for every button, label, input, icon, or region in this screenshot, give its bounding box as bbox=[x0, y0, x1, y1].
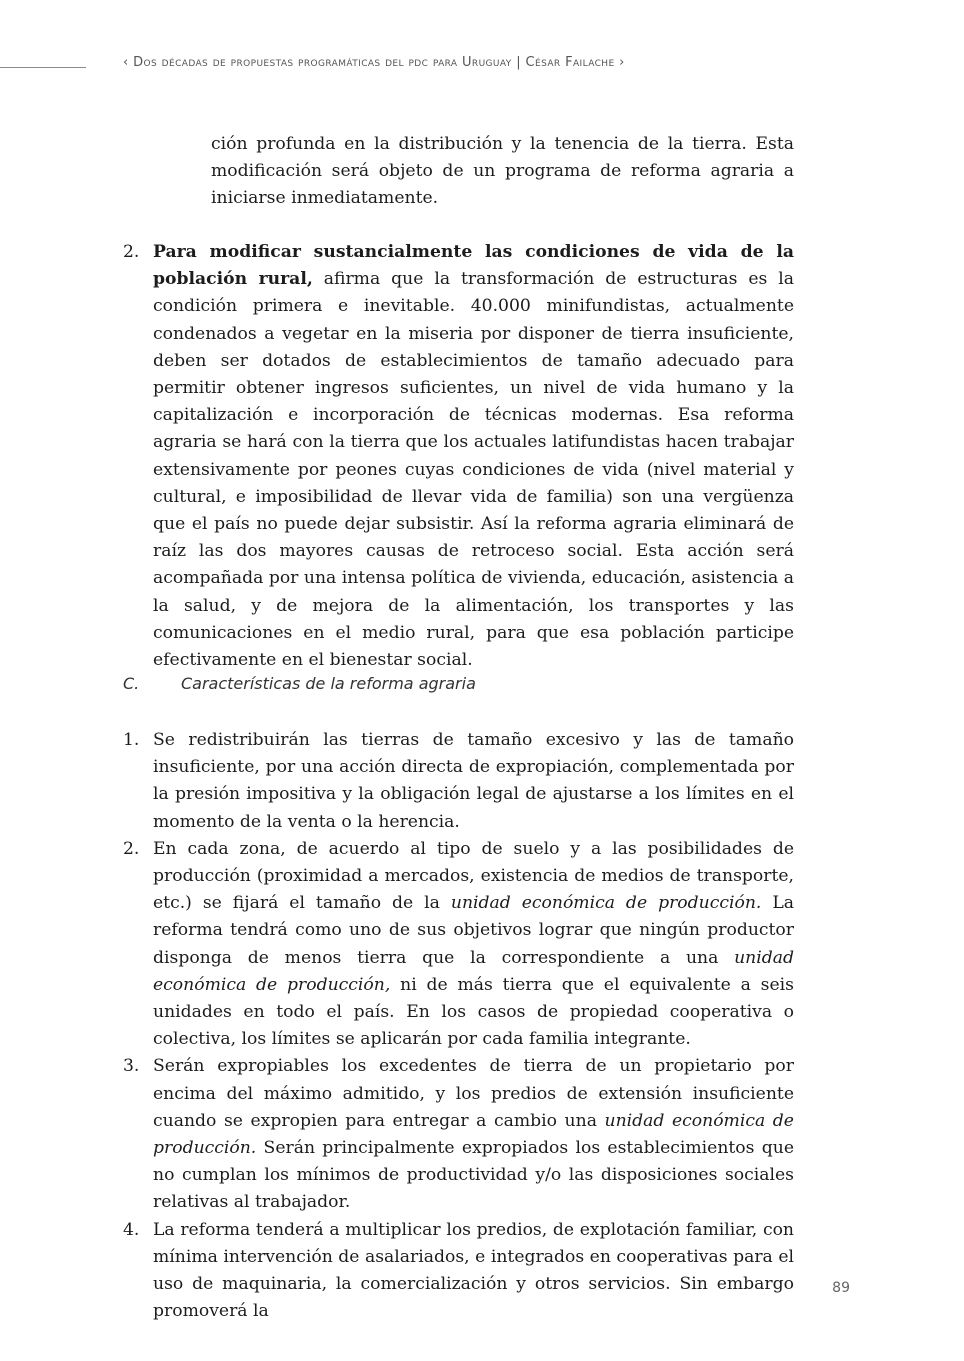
item-number: 3. bbox=[123, 1056, 140, 1077]
item-number: 2. bbox=[123, 838, 140, 859]
item-number: 4. bbox=[123, 1219, 140, 1240]
section-letter: C. bbox=[123, 674, 140, 693]
continuation-paragraph: ción profunda en la distribución y la tenencia de la tierra. Esta modificación será objeto de un programa de reforma agraria a iniciarse inmediatamente. bbox=[211, 134, 794, 209]
list-item bbox=[123, 1053, 794, 1216]
section-title: Características de la reforma agraria bbox=[181, 674, 476, 693]
header-rule bbox=[0, 67, 86, 68]
item-text bbox=[153, 1056, 794, 1212]
item-bold-lead: Para modificar sustancialmente las condiciones de vida de la población rural, bbox=[153, 242, 794, 290]
item-text bbox=[153, 839, 794, 1049]
list-item bbox=[123, 727, 794, 836]
item-emphasis: unidad económica de producción. bbox=[450, 893, 762, 914]
item-body: Serán principalmente expropiados los establecimientos que no cumplan los mínimos de productividad y/o las disposiciones sociales relativas al trabajador. bbox=[153, 1138, 794, 1213]
section-heading bbox=[123, 674, 794, 693]
list-item bbox=[123, 1217, 794, 1326]
item-emphasis: unidad económica de producción, bbox=[153, 947, 794, 995]
item-number: 1. bbox=[123, 730, 140, 750]
page-number: 89 bbox=[832, 1280, 850, 1296]
list-c bbox=[123, 727, 794, 1325]
item-body: ni de más tierra que el equivalente a seis unidades en todo el país. En los casos de propiedad cooperativa o colectiva, los límites se aplicarán por cada familia integrante. bbox=[153, 974, 794, 1050]
list-b bbox=[123, 239, 794, 674]
item-text bbox=[153, 242, 794, 670]
item-number: 2. bbox=[123, 242, 140, 262]
item-emphasis: unidad económica de producción. bbox=[153, 1110, 794, 1159]
item-body: En cada zona, de acuerdo al tipo de suelo y a las posibilidades de producción (proximidad a mercados, existencia de medios de transporte, etc.) se fijará el tamaño de la bbox=[153, 838, 794, 914]
item-text: Se redistribuirán las tierras de tamaño excesivo y las de tamaño insuficiente, por una acción directa de expropiación, complementada por la presión impositiva y la obligación legal de ajustarse a los límites en el momento de la venta o la herencia. bbox=[153, 730, 794, 832]
item-body: La reforma tendrá como uno de sus objetivos lograr que ningún productor disponga de menos tierra que la correspondiente a una bbox=[153, 893, 794, 968]
item-body: Serán expropiables los excedentes de tierra de un propietario por encima del máximo admitido, y los predios de extensión insuficiente cuando se expropien para entregar a cambio una bbox=[153, 1056, 794, 1131]
item-text: La reforma tenderá a multiplicar los predios, de explotación familiar, con mínima intervención de asalariados, e integrados en cooperativas para el uso de maquinaria, la comercialización y otros servicios. Sin embargo promoverá la bbox=[153, 1219, 794, 1322]
list-item bbox=[123, 836, 794, 1054]
running-header: ‹ Dos décadas de propuestas programáticas del pdc para Uruguay | César Failache › bbox=[123, 55, 625, 70]
list-item bbox=[123, 239, 794, 674]
item-body: afirma que la transformación de estructuras es la condición primera e inevitable. 40.000 minifundistas, actualmente condenados a vegetar en la miseria por disponer de tierra insuficiente, deben ser dotados de establecimientos de tamaño adecuado para permitir obtener ingresos suficientes, un nivel de vida humano y la capitalización e incorporación de técnicas modernas. Esa reforma agraria se hará con la tierra que los actuales latifundistas hacen trabajar extensivamente por peones cuyas condiciones de vida (nivel material y cultural, e imposibilidad de llevar vida de familia) son una vergüenza que el país no puede dejar subsistir. Así la reforma agraria eliminará de raíz las dos mayores causas de retroceso social. Esta acción será acompañada por una intensa política de vivienda, educación, asistencia a la salud, y de mejora de la alimentación, los transportes y las comunicaciones en el medio rural, para que esa población participe efectivamente en el bienestar social. bbox=[153, 269, 794, 671]
